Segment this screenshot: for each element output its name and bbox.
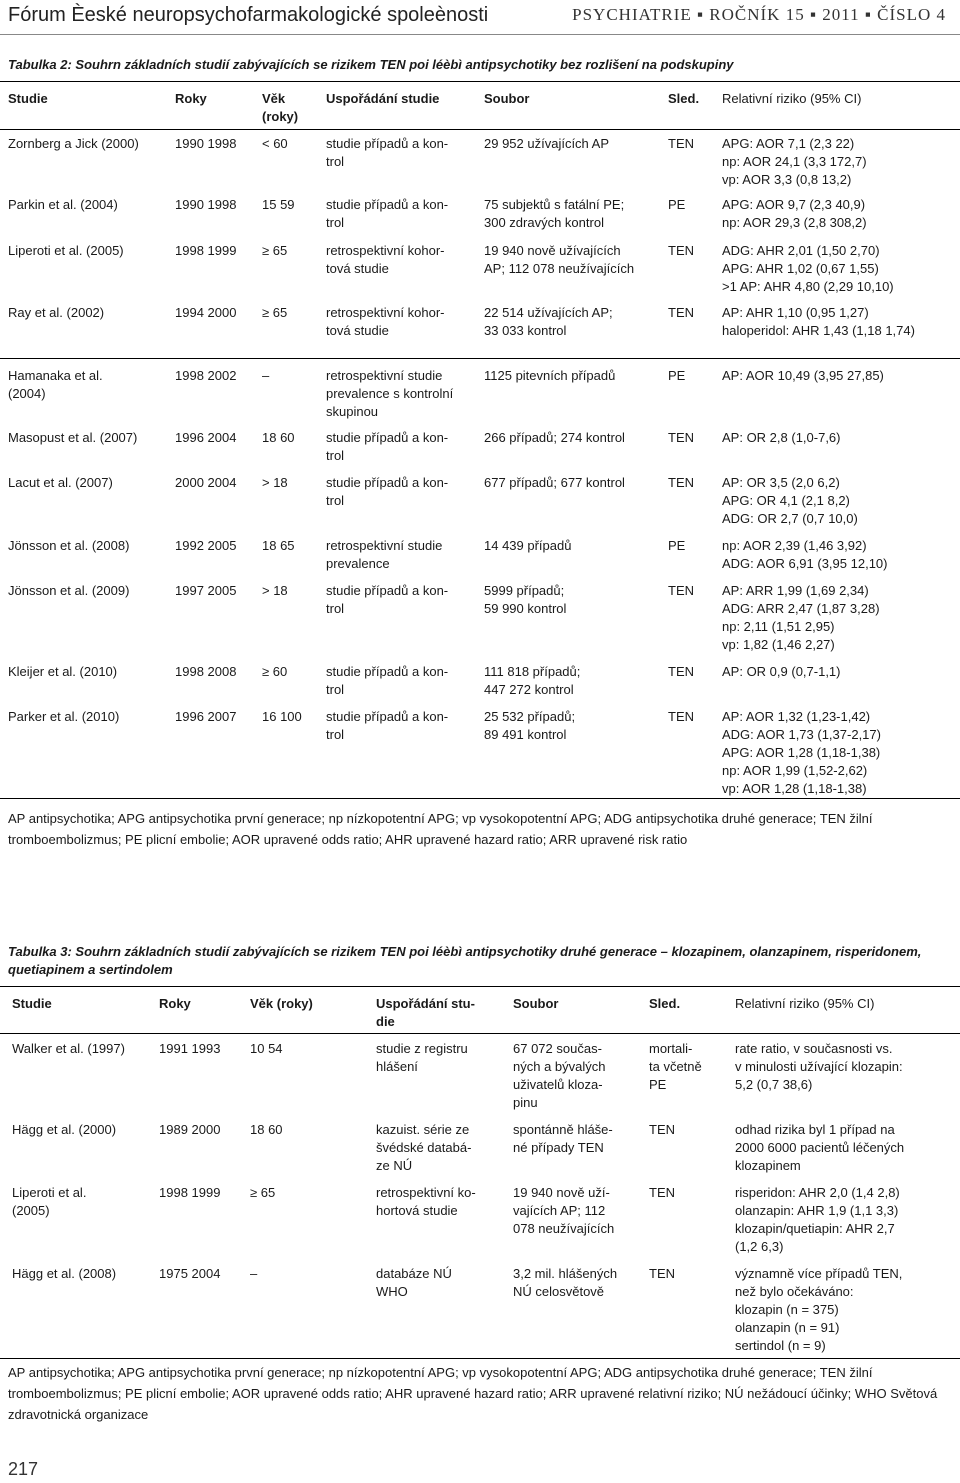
table3-cell-years: 1991 1993 — [159, 1041, 221, 1056]
table3-rule — [0, 1033, 960, 1034]
table3-cell-age: 10 54 — [250, 1041, 283, 1056]
table2-cell-study: Liperoti et al. (2005) — [8, 243, 124, 258]
page-number: 217 — [8, 1459, 39, 1479]
table2-header-sample: Soubor — [484, 91, 530, 106]
table3-cell-risk: rate ratio, v současnosti vs. v minulosti užívající klozapin: 5,2 (0,7 38,6) — [735, 1041, 903, 1092]
table2-rule — [0, 81, 960, 82]
table3-cell-outcome: TEN — [649, 1185, 675, 1200]
table2-cell-study: Jönsson et al. (2009) — [8, 583, 130, 598]
table3-cell-sample: 19 940 nově uží- vajících AP; 112 078 neužívajících — [513, 1185, 615, 1236]
table2-cell-outcome: TEN — [668, 305, 694, 320]
table2-cell-study: Parkin et al. (2004) — [8, 197, 118, 212]
table2-cell-outcome: PE — [668, 368, 686, 383]
table2-cell-outcome: TEN — [668, 583, 694, 598]
table3-cell-outcome: TEN — [649, 1122, 675, 1137]
table3-caption: Tabulka 3: Souhrn základních studií zabývajících se rizikem TEN poi léèbì antipsychotiky druhé generace – klozapinem, olanzapinem, risperidonem, quetiapinem a sertindolem — [8, 944, 922, 977]
table2-cell-risk: AP: OR 2,8 (1,0-7,6) — [722, 430, 841, 445]
table2-cell-sample: 29 952 užívajících AP — [484, 136, 610, 151]
table2-cell-age: 18 65 — [262, 538, 295, 553]
table2-header-age: Věk (roky) — [262, 91, 299, 124]
table2-cell-design: studie případů a kon- trol — [326, 475, 449, 508]
table3-cell-study: Hägg et al. (2000) — [12, 1122, 117, 1137]
table2-cell-study: Kleijer et al. (2010) — [8, 664, 118, 679]
table3-cell-design: studie z registru hlášení — [376, 1041, 468, 1074]
table2-cell-risk: APG: AOR 7,1 (2,3 22) np: AOR 24,1 (3,3 172,7) vp: AOR 3,3 (0,8 13,2) — [722, 136, 867, 187]
table2-cell-design: studie případů a kon- trol — [326, 430, 449, 463]
table3-cell-design: retrospektivní ko- hortová studie — [376, 1185, 476, 1218]
table3-cell-sample: 67 072 součas- ných a bývalých uživatelů kloza- pinu — [513, 1041, 606, 1110]
table2-cell-years: 1990 1998 — [175, 197, 237, 212]
table2-cell-design: studie případů a kon- trol — [326, 136, 449, 169]
table2-footnote: AP antipsychotika; APG antipsychotika první generace; np nízkopotentní APG; vp vysokopotentní APG; ADG antipsychotika druhé generace; TEN žilní tromboembolizmus; PE plicní embolie; AOR upravené odds ratio; AHR upravené hazard ratio; ARR upravené risk ratio — [8, 811, 873, 847]
table2-caption: Tabulka 2: Souhrn základních studií zabývajících se rizikem TEN poi léèbì antipsychotiky bez rozlišení na podskupiny — [8, 57, 734, 72]
table3-cell-outcome: TEN — [649, 1266, 675, 1281]
table2-cell-risk: ADG: AHR 2,01 (1,50 2,70) APG: AHR 1,02 (0,67 1,55) >1 AP: AHR 4,80 (2,29 10,10) — [722, 243, 894, 294]
table2-cell-outcome: TEN — [668, 243, 694, 258]
table2-cell-age: 15 59 — [262, 197, 295, 212]
table2-cell-outcome: TEN — [668, 664, 694, 679]
table2-cell-sample: 266 případů; 274 kontrol — [484, 430, 625, 445]
table2-cell-age: – — [262, 368, 270, 383]
table3-cell-sample: spontánně hláše- né případy TEN — [513, 1122, 613, 1155]
table2-cell-years: 1992 2005 — [175, 538, 237, 553]
table3-cell-risk: významně více případů TEN, než bylo očekáváno: klozapin (n = 375) olanzapin (n = 91) sertindol (n = 9) — [735, 1266, 903, 1353]
table2-cell-design: studie případů a kon- trol — [326, 583, 449, 616]
table2-cell-years: 1996 2007 — [175, 709, 237, 724]
table2-cell-design: studie případů a kon- trol — [326, 709, 449, 742]
table2-cell-risk: APG: AOR 9,7 (2,3 40,9) np: AOR 29,3 (2,8 308,2) — [722, 197, 867, 230]
table2-cell-sample: 5999 případů; 59 990 kontrol — [484, 583, 567, 616]
table3-cell-age: ≥ 65 — [250, 1185, 276, 1200]
table2-cell-years: 1990 1998 — [175, 136, 237, 151]
table2-cell-risk: AP: OR 3,5 (2,0 6,2) APG: OR 4,1 (2,1 8,2) ADG: OR 2,7 (0,7 10,0) — [722, 475, 858, 526]
table2-cell-years: 1998 2002 — [175, 368, 237, 383]
table2-cell-design: retrospektivní kohor- tová studie — [326, 305, 445, 338]
table2-cell-age: < 60 — [262, 136, 288, 151]
table3-rule — [0, 1358, 960, 1359]
table3-header-years: Roky — [159, 996, 191, 1011]
table2-cell-age: > 18 — [262, 583, 288, 598]
table3-cell-outcome: mortali- ta včetně PE — [649, 1041, 702, 1092]
table3-rule — [0, 986, 960, 987]
table2-header-risk: Relativní riziko (95% CI) — [722, 91, 862, 106]
table2-cell-sample: 14 439 případů — [484, 538, 572, 553]
table3-cell-age: – — [250, 1266, 258, 1281]
table2-cell-sample: 25 532 případů; 89 491 kontrol — [484, 709, 576, 742]
table2-header-years: Roky — [175, 91, 207, 106]
table3-cell-design: kazuist. série ze švédské databá- ze NÚ — [376, 1122, 472, 1173]
table2-cell-years: 1996 2004 — [175, 430, 237, 445]
table2-header-outcome: Sled. — [668, 91, 700, 106]
table3-footnote: AP antipsychotika; APG antipsychotika první generace; np nízkopotentní APG; vp vysokopotentní APG; ADG antipsychotika druhé generace; TEN žilní tromboembolizmus; PE plicní embolie; AOR upravené odds ratio; AHR upravené hazard ratio; ARR upravené relativní riziko; NÚ nežádoucí účinky; WHO Světová zdravotnická organizace — [8, 1365, 938, 1422]
table3-header-study: Studie — [12, 996, 52, 1011]
table2-cell-study: Hamanaka et al. (2004) — [8, 368, 103, 401]
table2-cell-outcome: TEN — [668, 709, 694, 724]
table2-cell-study: Ray et al. (2002) — [8, 305, 105, 320]
table2-cell-age: ≥ 60 — [262, 664, 288, 679]
table3-cell-years: 1998 1999 — [159, 1185, 221, 1200]
table2-cell-design: retrospektivní studie prevalence s kontrolní skupinou — [326, 368, 454, 419]
table2-cell-sample: 22 514 užívajících AP; 33 033 kontrol — [484, 305, 613, 338]
table3-cell-years: 1989 2000 — [159, 1122, 221, 1137]
table2-cell-years: 1994 2000 — [175, 305, 237, 320]
header-rule — [0, 34, 960, 35]
table3-header-risk: Relativní riziko (95% CI) — [735, 996, 875, 1011]
table2-cell-sample: 1125 pitevních případů — [484, 368, 616, 383]
table2-cell-age: ≥ 65 — [262, 305, 288, 320]
table2-cell-study: Zornberg a Jick (2000) — [8, 136, 139, 151]
table2-cell-years: 1998 2008 — [175, 664, 237, 679]
table3-header-sample: Soubor — [513, 996, 559, 1011]
table2-cell-age: > 18 — [262, 475, 288, 490]
table3-cell-risk: odhad rizika byl 1 případ na 2000 6000 pacientů léčených klozapinem — [735, 1122, 905, 1173]
table2-cell-study: Parker et al. (2010) — [8, 709, 120, 724]
table2-rule — [0, 798, 960, 799]
table2-header-study: Studie — [8, 91, 48, 106]
table2-cell-design: retrospektivní studie prevalence — [326, 538, 443, 571]
table2-cell-design: retrospektivní kohor- tová studie — [326, 243, 445, 276]
table2-rule — [0, 358, 960, 359]
journal-title: Fórum Èeské neuropsychofarmakologické spoleènosti — [8, 4, 489, 26]
table2-cell-years: 2000 2004 — [175, 475, 237, 490]
table2-rule — [0, 129, 960, 130]
table2-cell-age: 16 100 — [262, 709, 302, 724]
table2-cell-study: Lacut et al. (2007) — [8, 475, 113, 490]
table3-cell-design: databáze NÚ WHO — [376, 1266, 452, 1299]
table2-cell-sample: 19 940 nově užívajících AP; 112 078 neužívajících — [484, 243, 635, 276]
table2-cell-design: studie případů a kon- trol — [326, 197, 449, 230]
table3-cell-sample: 3,2 mil. hlášených NÚ celosvětově — [513, 1266, 618, 1299]
table3-cell-study: Walker et al. (1997) — [12, 1041, 125, 1056]
table2-cell-risk: AP: OR 0,9 (0,7-1,1) — [722, 664, 841, 679]
table2-header-design: Uspořádání studie — [326, 91, 440, 106]
table2-cell-risk: AP: ARR 1,99 (1,69 2,34) ADG: ARR 2,47 (1,87 3,28) np: 2,11 (1,51 2,95) vp: 1,82 (1,46 2,27) — [722, 583, 880, 652]
table2-cell-risk: AP: AHR 1,10 (0,95 1,27) haloperidol: AHR 1,43 (1,18 1,74) — [722, 305, 915, 338]
table2-cell-outcome: TEN — [668, 136, 694, 151]
table2-cell-outcome: PE — [668, 538, 686, 553]
table2-cell-outcome: PE — [668, 197, 686, 212]
table3-cell-study: Hägg et al. (2008) — [12, 1266, 117, 1281]
table3-cell-risk: risperidon: AHR 2,0 (1,4 2,8) olanzapin: AHR 1,9 (1,1 3,3) klozapin/quetiapin: AHR 2,7 (1,2 6,3) — [735, 1185, 900, 1254]
table2-cell-study: Jönsson et al. (2008) — [8, 538, 130, 553]
table3-header-outcome: Sled. — [649, 996, 681, 1011]
table2-cell-risk: AP: AOR 1,32 (1,23-1,42) ADG: AOR 1,73 (1,37-2,17) APG: AOR 1,28 (1,18-1,38) np: AOR 1,99 (1,52-2,62) vp: AOR 1,28 (1,18-1,38) — [722, 709, 881, 796]
issue-info: PSYCHIATRIE ▪ ROČNÍK 15 ▪ 2011 ▪ ČÍSLO 4 — [572, 5, 946, 24]
table2-cell-sample: 111 818 případů; 447 272 kontrol — [484, 664, 581, 697]
table2-cell-age: ≥ 65 — [262, 243, 288, 258]
table2-cell-sample: 75 subjektů s fatální PE; 300 zdravých kontrol — [484, 197, 625, 230]
table2-cell-years: 1998 1999 — [175, 243, 237, 258]
table3-header-design: Uspořádání stu- die — [376, 996, 475, 1029]
table3-cell-age: 18 60 — [250, 1122, 283, 1137]
table2-cell-design: studie případů a kon- trol — [326, 664, 449, 697]
table2-cell-risk: AP: AOR 10,49 (3,95 27,85) — [722, 368, 884, 383]
table3-cell-years: 1975 2004 — [159, 1266, 221, 1281]
table2-cell-risk: np: AOR 2,39 (1,46 3,92) ADG: AOR 6,91 (3,95 12,10) — [722, 538, 888, 571]
table3-header-age: Věk (roky) — [250, 996, 313, 1011]
table2-cell-outcome: TEN — [668, 430, 694, 445]
table3-cell-study: Liperoti et al. (2005) — [12, 1185, 87, 1218]
table2-cell-age: 18 60 — [262, 430, 295, 445]
table2-cell-years: 1997 2005 — [175, 583, 237, 598]
table2-cell-study: Masopust et al. (2007) — [8, 430, 138, 445]
table2-cell-outcome: TEN — [668, 475, 694, 490]
table2-cell-sample: 677 případů; 677 kontrol — [484, 475, 625, 490]
